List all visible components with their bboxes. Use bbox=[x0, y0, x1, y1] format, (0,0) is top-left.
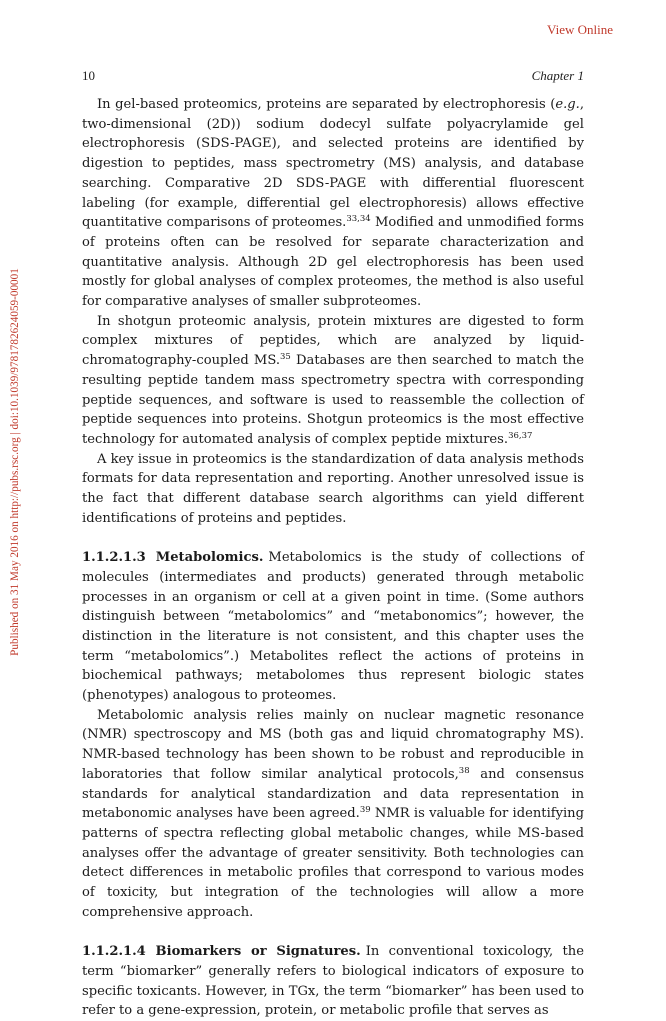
text-run: Modified and unmodified forms of proteins often can be resolved for separate characterization and quantitative analysis. Although 2D gel electrophoresis has been used mostly for global analyses of complex proteomes, the method is also useful for comparative analyses of smaller subproteomes. bbox=[82, 215, 584, 310]
text-run: and consensus standards for analytical standardization and data representation in metabonomic analyses have been agreed. bbox=[82, 766, 584, 822]
text-run: e.g. bbox=[555, 97, 580, 112]
text-run: In gel-based proteomics, proteins are separated by electrophoresis ( bbox=[97, 97, 556, 112]
text-run: Metabolomic analysis relies mainly on nuclear magnetic resonance (NMR) spectroscopy and MS (both gas and liquid chromatography MS). NMR-based technology has been shown to be robust and reproducible in laboratories that follow similar analytical protocols, bbox=[82, 707, 584, 782]
citation-ref: 36,37 bbox=[508, 430, 533, 441]
section-heading: 1.1.2.1.3 Metabolomics. bbox=[82, 550, 264, 566]
section-paragraph bbox=[82, 942, 584, 1021]
citation-ref: 33,34 bbox=[346, 214, 371, 225]
text-run: NMR is valuable for identifying patterns of spectra reflecting global metabolic changes, while MS-based analyses offer the advantage of greater sensitivity. Both technologies can detect differences in metabolic profiles that correspond to various modes of toxicity, but integration of the technologies will allow a more comprehensive approach. bbox=[82, 806, 585, 920]
text-run: A key issue in proteomics is the standardization of data analysis methods formats for data representation and reporting. Another unresolved issue is the fact that different database search algorithms can yield different identifications of proteins and peptides. bbox=[82, 451, 584, 526]
section-heading: 1.1.2.1.4 Biomarkers or Signatures. bbox=[82, 944, 361, 960]
citation-ref: 35 bbox=[280, 352, 291, 363]
publication-side-note bbox=[6, 182, 24, 742]
section-paragraph bbox=[82, 548, 584, 706]
publication-side-note-text: Published on 31 May 2016 on http://pubs.rsc.org | doi:10.1039/9781782624059-00001 bbox=[9, 268, 21, 656]
text-run: , two-dimensional (2D)) sodium dodecyl sulfate polyacrylamide gel electrophoresis (SDS-PAGE), and selected proteins are identified by digestion to peptides, mass spectrometry (MS) analysis, and database searching. Comparative 2D SDS-PAGE with differential fluorescent labeling (for example, differential gel electrophoresis) allows effective quantitative comparisons of proteomes. bbox=[82, 97, 584, 231]
body-paragraph bbox=[82, 706, 584, 923]
running-head: Chapter 1 bbox=[531, 68, 584, 83]
body-paragraph bbox=[82, 95, 584, 312]
citation-ref: 39 bbox=[359, 805, 371, 816]
text-run: Metabolomics is the study of collections of molecules (intermediates and products) generated through metabolic processes in an organism or cell at a given point in time. (Some authors distinguish between “metabolomics” and “metabonomics”; however, the distinction in the literature is not consistent, and this chapter uses the term “metabolomics”.) Metabolites reflect the actions of proteins in biochemical pathways; metabolomes thus represent biologic states (phenotypes) analogous to proteomes. bbox=[82, 550, 584, 704]
body-paragraph bbox=[82, 312, 584, 450]
view-online-link[interactable]: View Online bbox=[546, 22, 613, 37]
page-number: 10 bbox=[82, 68, 95, 83]
text-run: In conventional toxicology, the term “biomarker” generally refers to biological indicators of exposure to specific toxicants. However, in TGx, the term “biomarker” has been used to refer to a gene-expression, protein, or metabolic profile that serves as bbox=[82, 944, 584, 1019]
text-run: Databases are then searched to match the resulting peptide tandem mass spectrometry spectra with corresponding peptide sequences, and software is used to reassemble the collection of peptide sequences into proteins. Shotgun proteomics is the most effective technology for automated analysis of complex peptide mixtures. bbox=[82, 353, 584, 447]
citation-ref: 38 bbox=[458, 765, 470, 776]
body-text bbox=[82, 95, 584, 1021]
body-paragraph bbox=[82, 450, 584, 529]
text-run: In shotgun proteomic analysis, protein mixtures are digested to form complex mixtures of peptides, which are analyzed by liquid-chromatography-coupled MS. bbox=[82, 313, 584, 369]
